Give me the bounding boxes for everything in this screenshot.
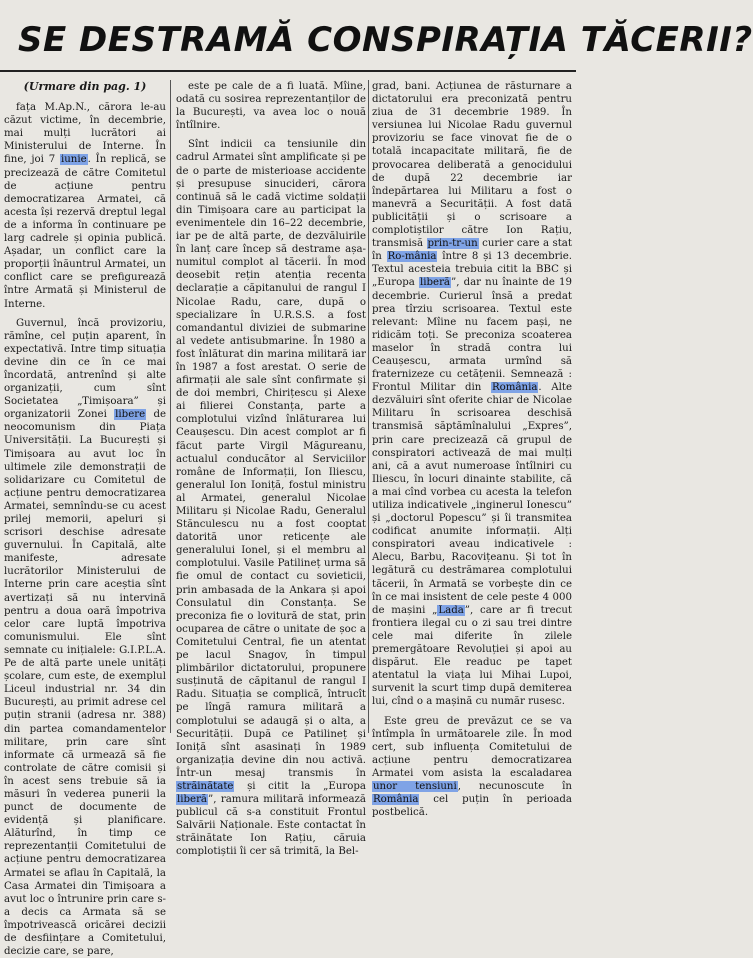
highlight-strainatate: străinătate [177, 780, 234, 792]
col1-p1-rest: . În replică, se precizează de către Comitetul de acțiune pentru democratizarea Armatei, că acesta își rezervă dreptul legal de a informa în continuare pe larg cadrele și opinia publică. Așadar, un conflict care la proporții înăuntrul Armatei, un conflict care se prefigurează între Armată și Ministerul de Interne. [4, 154, 166, 310]
highlight-libere: libere [115, 409, 146, 421]
col3-paragraph-2 [372, 715, 572, 820]
col3-p1-f: ”, care ar fi trecut frontiera ilegal cu o zi sau trei dintre cele mai diferite în zilele premergătoare Revoluției și apoi au dispărut. Ele readuc pe tapet atentatul la viața lui Mihai Lupoi, survenit la scurt timp după demiterea lui, cînd o a mașină cu număr rusesc. [372, 604, 572, 708]
highlight-romania-1: Ro-mânia [387, 251, 437, 263]
column-2 [176, 80, 366, 858]
highlight-printrun: prin-tr-un [427, 238, 478, 250]
column-3 [372, 80, 573, 819]
col2-paragraph-1: este pe cale de a fi luată. Mîine, odată cu sosirea reprezentanților de la București, va avea loc o nouă întîlnire. [176, 81, 366, 132]
col3-p1-b: curier care a stat în [372, 238, 572, 263]
col3-p2-c: cel puțin în perioada postbelică. [372, 794, 572, 819]
highlight-libera: liberă [177, 794, 208, 806]
headline: SE DESTRAMĂ CONSPIRAȚIA TĂCERII? [18, 20, 753, 60]
col2-paragraph-2 [176, 138, 366, 858]
col2-p2-text: Sînt indicii ca tensiunile din cadrul Armatei sînt amplificate și pe de o parte de misterioase accidente și presupuse sinucideri, cărora continuă să le cadă victime soldații din Timișoara care au participat la evenimentele din 16–22 decembrie, iar pe de altă parte, de dezvăluirile în lanț care încep să destrame așa-numitul complot al tăcerii. În mod deosebit rețin atenția recenta declarație a căpitanului de rangul I Nicolae Radu, care, după o specializare în U.R.S.S. a fost comandantul diviziei de submarine al vedete antisubmarine. În 1980 a fost înlăturat din marina militară iar în 1987 a fost arestat. O serie de afirmații ale sale sînt confirmate și de doi membri, Chirițescu și Alexe ai filierei Constanța, parte a complotului vizînd înlăturarea lui Ceaușescu. Din acest complot ar fi făcut parte Virgil Măgureanu, actualul conducător al Serviciilor române de Informații, Ion Iliescu, generalul Ion Ioniță, fostul ministru al Armatei, generalul Nicolae Militaru și Nicolae Radu, Generalul Stănculescu nu a fost cooptat datorită unor reticențe ale generalului Ionel, și el membru al complotului. Vasile Patilineț urma să fie omul de contact cu sovieticii, prin ambasada de la Ankara și apoi Consulatul din Constanța. Se preconiza fie o lovitură de stat, prin ocuparea de către o unitate de șoc a Comitetului Central, fie un atentat pe lacul Snagov, în timpul plimbărilor dictatorului, propunere susținută de căpitanul de rangul I Radu. Situația se complică, întrucît pe lîngă ramura militară a complotului se adaugă și o alta, a Securității. După ce Patilineț și Ioniță sînt asasinați în 1989 organizația devine din nou activă. Într-un mesaj transmis în [176, 139, 366, 779]
column-divider-1 [170, 80, 171, 733]
highlight-romania-2: România [491, 382, 538, 394]
headline-rule [0, 70, 576, 72]
col3-p1-e: . Alte dezvăluiri sînt oferite chiar de Nicolae Militaru în scrisoarea deschisă transmisă săptămînalului „Expres”, prin care precizează că grupul de conspiratori activează de mai mulți ani, că a avut numeroase întîlniri cu Iliescu, în locuri dinainte stabilite, că a mai cînd vorbea cu acesta la telefon utiliza indicativele „inginerul Ionescu” și „doctorul Popescu” și îi transmitea codificat anumite informații. Alți conspiratori aveau indicativele : Alecu, Barbu, Racovițeanu. Și tot în legătură cu destrămarea complotului tăcerii, în Armată se vorbește din ce în ce mai insistent de cele peste 4 000 de mașini „ [372, 382, 573, 616]
highlight-iunie: iunie [60, 154, 87, 166]
col1-paragraph-1 [4, 101, 166, 311]
col3-p1-c: între 8 și 13 decembrie. Textul acesteia trebuia citit la BBC și „Europa [372, 251, 572, 289]
col3-p2-b: , necunoscute în [457, 780, 572, 792]
col1-paragraph-2 [4, 317, 166, 958]
col3-p1-a: grad, bani. Acțiunea de răsturnare a dictatorului era preconizată pentru ziua de 31 decembrie 1989. În versiunea lui Nicolae Radu guvernul provizoriu se face vinovat fie de o totală incapacitate militară, fie de provocarea deliberată a genocidului de după 22 decembrie iar îndepărtarea lui Militaru a fost o manevră a Securității. A fost dată publicității și o scrisoare a complotiștilor către Ion Rațiu, transmisă [372, 81, 572, 250]
col1-p1-text: fața M.Ap.N., cărora le-au căzut victime, în decembrie, mai mulți lucrători ai Ministerului de Interne. În fine, joi 7 [4, 102, 166, 166]
column-divider-2 [368, 80, 369, 733]
highlight-libera-2: liberă [420, 277, 451, 289]
continued-note: (Urmare din pag. 1) [23, 80, 147, 93]
highlight-lada: Lada [438, 604, 464, 616]
col3-paragraph-1 [372, 80, 572, 709]
col1-p2-rest: de neocomunism din Piața Universității. La București și Timișoara au avut loc în ultimele zile demonstrații de solidarizare cu Comitetul de acțiune pentru democratizarea Armatei, semnîndu-se cu acest prilej memorii, apeluri și scrisori deschise adresate guvernului. În Capitală, alte manifeste, adresate lucrătorilor Ministerului de Interne prin care aceștia sînt avertizați să nu intervină pentru a doua oară împotriva celor care luptă împotriva comunismului. Ele sînt semnate cu inițialele: G.I.P.L.A. Pe de altă parte unele unități școlare, cum este, de exemplul Liceul industrial nr. 34 din București, au primit adrese cel puțin stranii (adresa nr. 388) din partea comandamentelor militare, prin care sînt informate că urmează să fie controlate de către comisii și în acest sens trebuie să ia măsuri în vederea punerii la punct de documente de evidență și planificare. Alăturînd, în timp ce reprezentanții Comitetului de acțiune pentru democratizarea Armatei se aflau în Capitală, la Casa Armatei din Timișoara a avut loc o întrunire prin care s-a decis ca Armata să se împotrivească oricărei decizii de desființare a Comitetului, decizie care, se pare, [4, 409, 166, 958]
col3-p2-a: Este greu de prevăzut ce se va întîmpla în următoarele zile. În mod cert, sub influența Comitetului de acțiune pentru democratizarea Armatei vom asista la escaladarea [372, 715, 572, 779]
col2-p2-mid: și citit la „Europa [247, 780, 366, 792]
highlight-tensiuni: unor tensiuni [373, 780, 457, 792]
highlight-romania-3: România [373, 794, 419, 806]
col1-p2-text: Guvernul, încă provizoriu, rămîne, cel puțin aparent, în expectativă. Intre timp situația devine din ce în ce mai încordată, antrenînd și alte organizații, cum sînt Societatea „Timișoara” și organizatorii Zonei [4, 317, 166, 421]
column-1 [4, 80, 166, 958]
col2-p2-rest: ”, ramura militară informează publicul că s-a constituit Frontul Salvării Naționale. Este contactat în străinătate Ion Rațiu, căruia complotiștii îi cer să trimită, la Bel- [176, 794, 366, 858]
col3-p1-d: ”, dar nu înainte de 19 decembrie. Curierul însă a predat prea tîrziu scrisoarea. Textul este relevant: Mîine nu facem pași, ne ridicăm toți. Se preconiza scoaterea maselor în stradă contra lui Ceaușescu, armata urmînd să fraternizeze cu cetățenii. Semnează : Frontul Militar din [372, 277, 572, 394]
